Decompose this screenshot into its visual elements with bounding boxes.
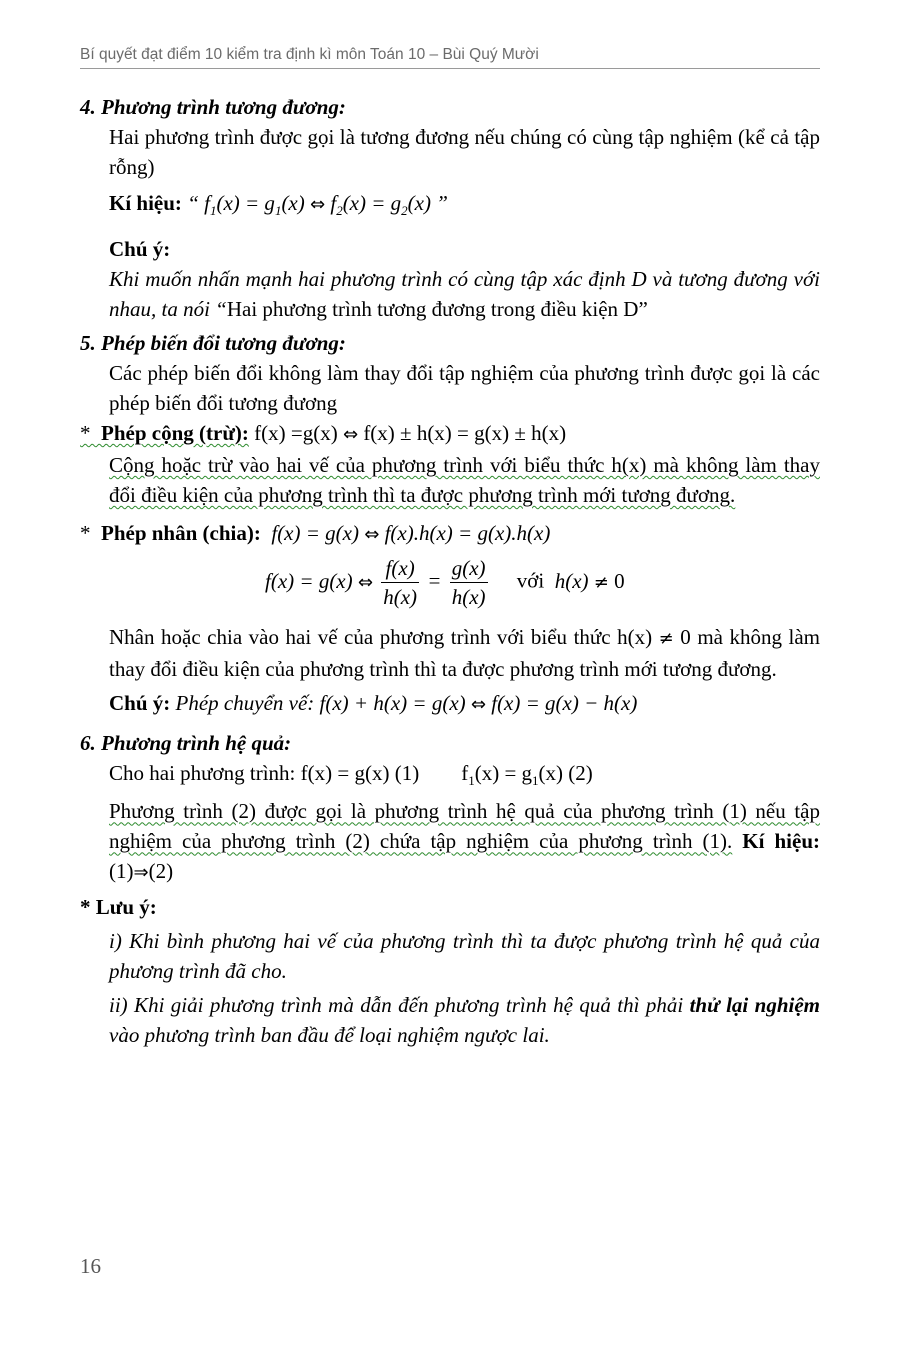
transposition-note [109,688,820,720]
section-4-note-label: Chú ý: [109,237,171,262]
mult-expl-a: Nhân hoặc chia vào hai vế của phương trình với biểu thức h(x) [109,625,653,650]
section-6-title: 6. Phương trình hệ quả: [80,731,292,756]
page-content [80,92,820,1050]
consequence-definition: Phương trình (2) được gọi là phương trình hệ quả của phương trình (1) nếu tập nghiệm của phương trình (2) chứa tập nghiệm của phương trình (1). Kí hiệu: (1)⇒(2) [109,799,820,884]
equation-1: Cho hai phương trình: f(x) = g(x) (1) [109,761,420,786]
addition-explanation: Cộng hoặc trừ vào hai vế của phương trình với biểu thức h(x) mà không làm thay đổi điều kiện của phương trình thì ta được phương trình mới tương đương. [109,453,820,508]
equation-2: $f_1(x) = g_1(x)$ (2) [461,761,593,789]
transposition-formula: f(x) + h(x) = g(x) ⇔ f(x) = g(x) − h(x) [319,691,638,716]
multiplication-label: Phép nhân (chia): [101,521,261,546]
remark-2-a: ii) Khi giải phương trình mà dẫn đến phương trình hệ quả thì phải [109,993,684,1018]
remark-label: * Lưu ý: [80,895,157,920]
note-italic: Khi muốn nhấn mạnh hai phương trình có cùng tập xác định D và tương đương với nhau, ta nói “ [109,267,820,322]
section-4-definition: Hai phương trình được gọi là tương đương nếu chúng có cùng tập nghiệm (kể cả tập rỗng) [109,125,820,179]
transposition-name: Phép chuyển vế: [175,691,315,716]
section-4-title: 4. Phương trình tương đương: [80,95,346,119]
addition-label: Phép cộng (trừ): [101,421,249,446]
remark-1: i) Khi bình phương hai vế của phương trình thì ta được phương trình hệ quả của phương trình đã cho. [109,929,820,984]
notation-formula: “ $f_1(x) = g_1(x)$ ⇔ $f_2(x) = g_2(x)$ ” [187,191,448,219]
division-formula: f(x) = g(x) ⇔ $\frac{f(x)}{h(x)}$ = $\frac{g(x)}{h(x)}$ với h(x) ≠ 0 [265,556,625,610]
multiplication-formula: f(x) = g(x) ⇔ f(x).h(x) = g(x).h(x) [266,521,551,546]
consequence-text: Phương trình (2) được gọi là phương trình hệ quả của phương trình (1) nếu tập nghiệm của phương trình (2) chứa tập nghiệm của phương trình (1). [109,799,820,854]
addition-rule-line: * Phép cộng (trừ): f(x) =g(x) ⇔ f(x) ± h(x) = g(x) ± h(x) [80,421,567,446]
note-normal: Hai phương trình tương đương trong điều kiện D” [226,297,648,322]
remark-2-bold: thử lại nghiệm [689,993,820,1018]
running-header: Bí quyết đạt điểm 10 kiểm tra định kì môn Toán 10 – Bùi Quý Mười [80,46,820,69]
consequence-notation-label: Kí hiệu: [742,829,820,854]
section-4-notation [109,188,820,226]
addition-formula: f(x) =g(x) ⇔ f(x) ± h(x) = g(x) ± h(x) [254,421,567,446]
page-number: 16 [80,1254,101,1278]
multiplication-rule-line: * Phép nhân (chia): f(x) = g(x) ⇔ f(x).h(x) = g(x).h(x) [80,521,551,546]
remark-2-c: vào phương trình ban đầu để loại nghiệm ngược lai. [109,1023,550,1048]
section-5-title: 5. Phép biến đổi tương đương: [80,331,346,356]
section-4-note [109,264,820,324]
division-with: với [516,568,545,593]
mult-expl-b: mà không làm thay đổi điều kiện của phương trình thì ta được phương trình mới tương đương. [109,625,821,682]
division-formula-block [80,550,820,616]
transposition-label: Chú ý: [109,691,171,716]
notation-label: Kí hiệu: [109,191,182,215]
section-5-definition: Các phép biến đổi không làm thay đổi tập nghiệm của phương trình được gọi là các phép biến đổi tương đương [109,361,820,416]
remark-2 [109,990,820,1050]
two-equations-line [109,758,820,796]
multiplication-explanation: Nhân hoặc chia vào hai vế của phương trình với biểu thức h(x) ≠ 0 mà không làm thay đổi điều kiện của phương trình thì ta được phương trình mới tương đương. [109,625,821,682]
